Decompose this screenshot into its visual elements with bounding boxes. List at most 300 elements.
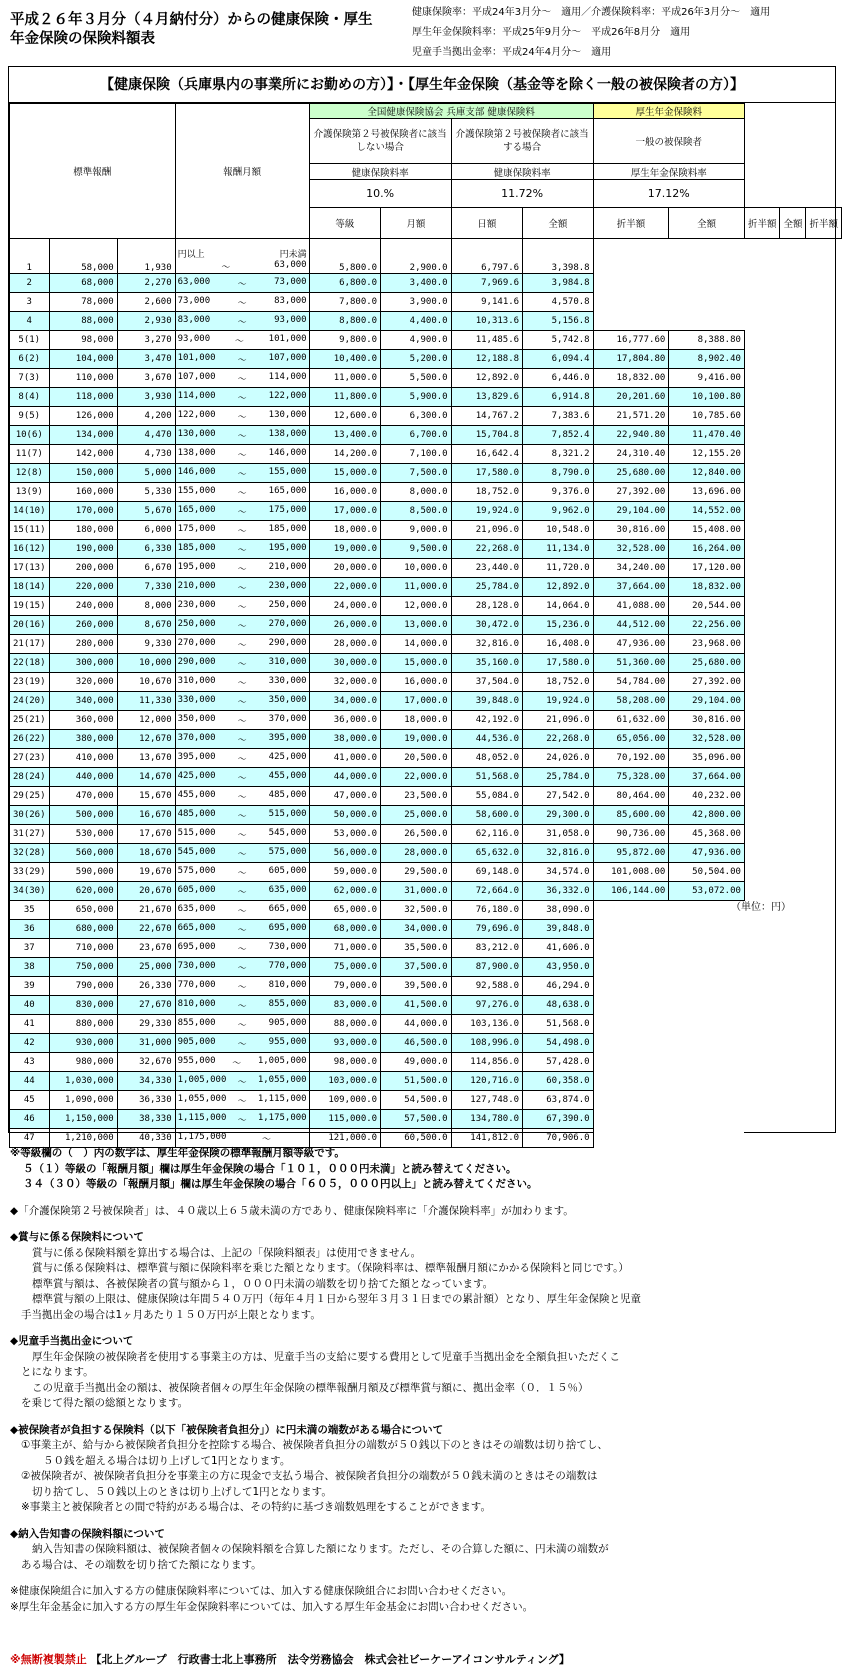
table-row	[10, 388, 842, 407]
rate-line-jido: 児童手当拠出金率：平成24年4月分～ 適用	[412, 47, 612, 58]
grade-cell: 10(6)	[10, 426, 50, 445]
monthly-cell: 590,000	[49, 863, 117, 882]
header-kosei: 厚生年金保険料	[593, 104, 744, 119]
kaigo-half-cell: 6,446.0	[523, 369, 594, 388]
range-upper: 810,000	[268, 979, 307, 990]
range-lower: 770,000	[177, 979, 216, 990]
premium-table	[9, 103, 842, 1148]
kosei-half-cell: 15,408.00	[669, 521, 745, 540]
range-lower: 905,000	[177, 1036, 216, 1047]
grade-cell: 42	[10, 1034, 50, 1053]
kosei-full-cell: 58,208.00	[593, 692, 669, 711]
kaigo-full-cell: 120,716.0	[451, 1072, 522, 1091]
table-row	[10, 502, 842, 521]
no-kaigo-full-cell: 62,000.0	[309, 882, 380, 901]
daily-cell: 6,330	[117, 540, 175, 559]
table-body	[10, 239, 842, 1148]
no-kaigo-full-cell: 36,000.0	[309, 711, 380, 730]
no-kaigo-full-cell: 20,000.0	[309, 559, 380, 578]
range-cell	[175, 331, 309, 350]
range-cell	[175, 996, 309, 1015]
kosei-full-cell	[593, 1091, 669, 1110]
note-jido-1: 厚生年金保険の被保険者を使用する事業主の方は、児童手当の支給に要する費用として児童手当拠出金を全額負担いただくこ	[32, 1350, 620, 1363]
kosei-full-cell: 90,736.00	[593, 825, 669, 844]
kaigo-full-cell: 76,180.0	[451, 901, 522, 920]
range-cell	[175, 958, 309, 977]
kosei-half-cell: 37,664.00	[669, 768, 745, 787]
grade-cell: 31(27)	[10, 825, 50, 844]
range-upper: 730,000	[268, 941, 307, 952]
daily-cell: 5,670	[117, 502, 175, 521]
kaigo-half-cell: 3,398.8	[523, 239, 594, 274]
range-cell	[175, 1072, 309, 1091]
kaigo-half-cell: 7,383.6	[523, 407, 594, 426]
kosei-half-cell: 45,368.00	[669, 825, 745, 844]
kaigo-half-cell: 8,321.2	[523, 445, 594, 464]
kaigo-full-cell: 21,096.0	[451, 521, 522, 540]
header-seppan-1: 折半額	[593, 208, 669, 239]
table-banner: 【健康保険（兵庫県内の事業所にお勤めの方）】・【厚生年金保険（基金等を除く一般の被保険者の方）】	[9, 69, 835, 103]
daily-cell: 26,330	[117, 977, 175, 996]
range-lower: 122,000	[177, 409, 216, 420]
range-cell	[175, 825, 309, 844]
daily-cell: 2,600	[117, 293, 175, 312]
kosei-half-cell: 16,264.00	[669, 540, 745, 559]
note-shoyo-title: ◆賞与に係る保険料について	[10, 1231, 144, 1243]
daily-cell: 5,000	[117, 464, 175, 483]
range-upper: 695,000	[268, 922, 307, 933]
no-kaigo-full-cell: 34,000.0	[309, 692, 380, 711]
kosei-full-cell: 41,088.00	[593, 597, 669, 616]
kosei-half-cell: 30,816.00	[669, 711, 745, 730]
kaigo-full-cell: 13,829.6	[451, 388, 522, 407]
range-cell	[175, 749, 309, 768]
kaigo-full-cell: 39,848.0	[451, 692, 522, 711]
table-row	[10, 350, 842, 369]
kaigo-half-cell: 5,742.8	[523, 331, 594, 350]
monthly-cell: 980,000	[49, 1053, 117, 1072]
no-kaigo-half-cell: 6,300.0	[381, 407, 452, 426]
no-kaigo-half-cell: 54,500.0	[381, 1091, 452, 1110]
monthly-cell: 560,000	[49, 844, 117, 863]
range-upper: 195,000	[268, 542, 307, 553]
grade-cell: 41	[10, 1015, 50, 1034]
daily-cell: 9,330	[117, 635, 175, 654]
kosei-full-cell: 21,571.20	[593, 407, 669, 426]
header-zengaku-1: 全額	[523, 208, 594, 239]
header-seppan-3: 折半額	[806, 208, 842, 239]
kosei-half-cell	[669, 1129, 745, 1148]
kosei-full-cell	[593, 274, 669, 293]
header-kaigo: 介護保険第２号被保険者に該当する場合	[451, 119, 593, 164]
note-tokyu: ※等級欄の（ ）内の数字は、厚生年金保険の標準報酬月額等級です。	[10, 1147, 345, 1159]
kosei-half-cell: 32,528.00	[669, 730, 745, 749]
page-title: 平成２６年３月分（４月納付分）からの健康保険・厚生年金保険の保険料額表	[10, 11, 373, 47]
daily-cell: 27,670	[117, 996, 175, 1015]
footer-org: 【北上グループ 行政書士北上事務所 法令労務協会 株式会社ビーケーアイコンサルティング】	[90, 1653, 570, 1666]
no-kaigo-half-cell: 60,500.0	[381, 1129, 452, 1148]
no-kaigo-half-cell: 3,400.0	[381, 274, 452, 293]
kosei-half-cell: 25,680.00	[669, 654, 745, 673]
monthly-cell: 1,150,000	[49, 1110, 117, 1129]
table-row	[10, 958, 842, 977]
grade-cell: 7(3)	[10, 369, 50, 388]
kosei-full-cell: 47,936.00	[593, 635, 669, 654]
kosei-half-cell: 8,388.80	[669, 331, 745, 350]
monthly-cell: 340,000	[49, 692, 117, 711]
range-lower: 93,000	[177, 333, 211, 344]
no-kaigo-half-cell: 4,900.0	[381, 331, 452, 350]
range-tilde: ～	[237, 1039, 247, 1050]
monthly-cell: 830,000	[49, 996, 117, 1015]
range-lower: 425,000	[177, 770, 216, 781]
kaigo-full-cell: 18,752.0	[451, 483, 522, 502]
no-kaigo-full-cell: 5,800.0	[309, 239, 380, 274]
note-kumiai: ※健康保険組合に加入する方の健康保険料率については、加入する健康保険組合にお問い合わせください。	[10, 1585, 513, 1597]
no-kaigo-half-cell: 10,000.0	[381, 559, 452, 578]
range-tilde: ～	[237, 507, 247, 518]
monthly-cell: 790,000	[49, 977, 117, 996]
no-kaigo-full-cell: 98,000.0	[309, 1053, 380, 1072]
table-row	[10, 1110, 842, 1129]
kosei-full-cell	[593, 939, 669, 958]
grade-cell: 9(5)	[10, 407, 50, 426]
monthly-cell: 190,000	[49, 540, 117, 559]
monthly-cell: 160,000	[49, 483, 117, 502]
no-kaigo-half-cell: 32,500.0	[381, 901, 452, 920]
kosei-full-cell: 106,144.00	[593, 882, 669, 901]
note-shoyo-4: 標準賞与額の上限は、健康保険は年間５４０万円（毎年４月１日から翌年３月３１日までの累計額）となり、厚生年金保険と児童	[32, 1293, 641, 1305]
no-kaigo-half-cell: 16,000.0	[381, 673, 452, 692]
monthly-cell: 880,000	[49, 1015, 117, 1034]
daily-cell: 8,670	[117, 616, 175, 635]
table-row	[10, 597, 842, 616]
kosei-full-cell	[593, 1053, 669, 1072]
range-cell	[175, 350, 309, 369]
kaigo-half-cell: 38,090.0	[523, 901, 594, 920]
range-cell	[175, 711, 309, 730]
table-row	[10, 1034, 842, 1053]
kaigo-half-cell: 12,892.0	[523, 578, 594, 597]
range-upper: 165,000	[268, 485, 307, 496]
range-upper: 770,000	[268, 960, 307, 971]
monthly-cell: 88,000	[49, 312, 117, 331]
range-cell	[175, 787, 309, 806]
kosei-half-cell: 42,800.00	[669, 806, 745, 825]
kosei-full-cell	[593, 239, 669, 274]
no-kaigo-half-cell: 19,000.0	[381, 730, 452, 749]
kosei-full-cell	[593, 293, 669, 312]
daily-cell: 21,670	[117, 901, 175, 920]
no-kaigo-half-cell: 5,200.0	[381, 350, 452, 369]
range-upper: 138,000	[268, 428, 307, 439]
grade-cell: 28(24)	[10, 768, 50, 787]
range-lower: 350,000	[177, 713, 216, 724]
no-kaigo-half-cell: 44,000.0	[381, 1015, 452, 1034]
note-kaigo: ◆「介護保険第２号被保険者」は、４０歳以上６５歳未満の方であり、健康保険料率に「介護保険料率」が加わります。	[10, 1204, 574, 1217]
grade-cell: 8(4)	[10, 388, 50, 407]
range-lower: 210,000	[177, 580, 216, 591]
range-upper: 250,000	[268, 599, 307, 610]
monthly-cell: 300,000	[49, 654, 117, 673]
no-kaigo-half-cell: 39,500.0	[381, 977, 452, 996]
range-lower: 230,000	[177, 599, 216, 610]
range-cell	[175, 1091, 309, 1110]
range-lower: 810,000	[177, 998, 216, 1009]
note-grade-5: ５（１）等級の「報酬月額」欄は厚生年金保険の場合「１０１，０００円未満」と読み替えてください。	[23, 1162, 517, 1175]
table-row	[10, 540, 842, 559]
table-row	[10, 844, 842, 863]
kaigo-half-cell: 41,606.0	[523, 939, 594, 958]
kosei-full-cell	[593, 312, 669, 331]
range-tilde: ～	[237, 887, 247, 898]
no-kaigo-full-cell: 88,000.0	[309, 1015, 380, 1034]
no-kaigo-half-cell: 8,500.0	[381, 502, 452, 521]
monthly-cell: 1,210,000	[49, 1129, 117, 1148]
range-upper: 114,000	[268, 371, 307, 382]
no-kaigo-half-cell: 28,000.0	[381, 844, 452, 863]
kosei-full-cell: 61,632.00	[593, 711, 669, 730]
daily-cell: 3,270	[117, 331, 175, 350]
no-kaigo-half-cell: 37,500.0	[381, 958, 452, 977]
monthly-cell: 68,000	[49, 274, 117, 293]
note-hasu-4: 切り捨てし、５０銭以上のときは切り上げして1円となります。	[32, 1485, 332, 1498]
kaigo-half-cell: 6,914.8	[523, 388, 594, 407]
table-row	[10, 369, 842, 388]
range-lower: 270,000	[177, 637, 216, 648]
range-cell	[175, 616, 309, 635]
kosei-half-cell: 18,832.00	[669, 578, 745, 597]
table-row	[10, 996, 842, 1015]
kaigo-full-cell: 83,212.0	[451, 939, 522, 958]
note-kikin: ※厚生年金基金に加入する方の厚生年金保険料率については、加入する厚生年金基金にお問い合わせください。	[10, 1600, 534, 1613]
kaigo-full-cell: 9,141.6	[451, 293, 522, 312]
kaigo-half-cell: 11,720.0	[523, 559, 594, 578]
kaigo-half-cell: 21,096.0	[523, 711, 594, 730]
header-kyokai: 全国健康保険協会 兵庫支部 健康保険料	[309, 104, 593, 119]
daily-cell: 12,000	[117, 711, 175, 730]
table-row	[10, 1053, 842, 1072]
range-cell	[175, 901, 309, 920]
table-row	[10, 331, 842, 350]
kaigo-full-cell: 23,440.0	[451, 559, 522, 578]
kaigo-half-cell: 14,064.0	[523, 597, 594, 616]
range-tilde: ～	[237, 298, 247, 309]
range-cell	[175, 654, 309, 673]
note-hasu-title: ◆被保険者が負担する保険料（以下「被保険者負担分」）に円未満の端数がある場合について	[10, 1423, 444, 1436]
monthly-cell: 410,000	[49, 749, 117, 768]
range-tilde: ～	[232, 1058, 242, 1069]
range-upper: 270,000	[268, 618, 307, 629]
daily-cell: 2,270	[117, 274, 175, 293]
header-hyojun: 標準報酬	[10, 104, 176, 239]
kosei-half-cell: 11,470.40	[669, 426, 745, 445]
unit-note: （単位：円）	[731, 902, 791, 913]
no-kaigo-half-cell: 22,000.0	[381, 768, 452, 787]
range-upper: 635,000	[268, 884, 307, 895]
daily-cell: 23,670	[117, 939, 175, 958]
no-kaigo-half-cell: 23,500.0	[381, 787, 452, 806]
range-lower: 130,000	[177, 428, 216, 439]
note-shoyo-1: 賞与に係る保険料額を算出する場合は、上記の「保険料額表」は使用できません。	[32, 1246, 422, 1259]
table-row	[10, 1129, 842, 1148]
monthly-cell: 470,000	[49, 787, 117, 806]
range-cell	[175, 483, 309, 502]
table-row	[10, 635, 842, 654]
header-kenpo-rate-2: 健康保険料率	[451, 164, 593, 180]
no-kaigo-full-cell: 68,000.0	[309, 920, 380, 939]
kaigo-half-cell: 3,984.8	[523, 274, 594, 293]
range-cell	[175, 239, 309, 274]
range-cell	[175, 768, 309, 787]
kosei-full-cell	[593, 920, 669, 939]
kosei-half-cell: 12,840.00	[669, 464, 745, 483]
kosei-full-cell	[593, 1129, 669, 1148]
range-cell	[175, 464, 309, 483]
daily-cell: 15,670	[117, 787, 175, 806]
range-upper: 122,000	[268, 390, 307, 401]
table-row	[10, 939, 842, 958]
range-upper: 83,000	[274, 295, 307, 306]
monthly-cell: 58,000	[49, 239, 117, 274]
range-tilde: ～	[237, 374, 247, 385]
rate-kosei: 17.12%	[593, 180, 744, 208]
range-cell	[175, 730, 309, 749]
kaigo-full-cell: 44,536.0	[451, 730, 522, 749]
daily-cell: 10,670	[117, 673, 175, 692]
grade-cell: 29(25)	[10, 787, 50, 806]
range-upper: 665,000	[268, 903, 307, 914]
kosei-full-cell: 65,056.00	[593, 730, 669, 749]
kaigo-full-cell: 108,996.0	[451, 1034, 522, 1053]
no-kaigo-full-cell: 103,000.0	[309, 1072, 380, 1091]
no-kaigo-half-cell: 34,000.0	[381, 920, 452, 939]
no-kaigo-full-cell: 75,000.0	[309, 958, 380, 977]
range-lower: 107,000	[177, 371, 216, 382]
range-tilde: ～	[237, 1020, 247, 1031]
kaigo-full-cell: 16,642.4	[451, 445, 522, 464]
table-row	[10, 616, 842, 635]
no-kaigo-half-cell: 14,000.0	[381, 635, 452, 654]
grade-cell: 19(15)	[10, 597, 50, 616]
no-kaigo-half-cell: 3,900.0	[381, 293, 452, 312]
range-cell	[175, 540, 309, 559]
daily-cell: 4,470	[117, 426, 175, 445]
range-upper: 1,005,000	[257, 1055, 307, 1066]
grade-cell: 2	[10, 274, 50, 293]
grade-cell: 27(23)	[10, 749, 50, 768]
kaigo-half-cell: 36,332.0	[523, 882, 594, 901]
daily-cell: 32,670	[117, 1053, 175, 1072]
range-tilde: ～	[237, 1001, 247, 1012]
kaigo-half-cell: 9,962.0	[523, 502, 594, 521]
monthly-cell: 220,000	[49, 578, 117, 597]
no-kaigo-full-cell: 56,000.0	[309, 844, 380, 863]
header-kosei-rate: 厚生年金保険料率	[593, 164, 744, 180]
note-hasu-5: ※事業主と被保険者との間で特約がある場合は、その特約に基づき端数処理をすることができます。	[21, 1501, 491, 1513]
kaigo-full-cell: 134,780.0	[451, 1110, 522, 1129]
no-kaigo-full-cell: 12,600.0	[309, 407, 380, 426]
monthly-cell: 1,090,000	[49, 1091, 117, 1110]
no-kaigo-full-cell: 15,000.0	[309, 464, 380, 483]
range-cell	[175, 939, 309, 958]
kaigo-full-cell: 65,632.0	[451, 844, 522, 863]
label-ijo: 円以上	[177, 250, 205, 260]
monthly-cell: 500,000	[49, 806, 117, 825]
table-row	[10, 920, 842, 939]
monthly-cell: 320,000	[49, 673, 117, 692]
daily-cell: 3,930	[117, 388, 175, 407]
daily-cell: 40,330	[117, 1129, 175, 1148]
range-tilde: ～	[237, 450, 247, 461]
kaigo-full-cell: 17,580.0	[451, 464, 522, 483]
daily-cell: 11,330	[117, 692, 175, 711]
range-tilde: ～	[237, 545, 247, 556]
daily-cell: 38,330	[117, 1110, 175, 1129]
kosei-full-cell: 44,512.00	[593, 616, 669, 635]
kosei-half-cell	[669, 239, 745, 274]
monthly-cell: 280,000	[49, 635, 117, 654]
kaigo-full-cell: 32,816.0	[451, 635, 522, 654]
range-upper: 905,000	[268, 1017, 307, 1028]
no-kaigo-full-cell: 71,000.0	[309, 939, 380, 958]
grade-cell: 4	[10, 312, 50, 331]
kosei-half-cell: 12,155.20	[669, 445, 745, 464]
no-kaigo-full-cell: 18,000.0	[309, 521, 380, 540]
monthly-cell: 380,000	[49, 730, 117, 749]
note-jido-title: ◆児童手当拠出金について	[10, 1335, 134, 1347]
kaigo-half-cell: 70,906.0	[523, 1129, 594, 1148]
no-kaigo-half-cell: 12,000.0	[381, 597, 452, 616]
range-tilde: ～	[237, 640, 247, 651]
kosei-half-cell: 10,785.60	[669, 407, 745, 426]
kosei-half-cell: 9,416.00	[669, 369, 745, 388]
range-lower: 250,000	[177, 618, 216, 629]
no-kaigo-full-cell: 38,000.0	[309, 730, 380, 749]
kaigo-half-cell: 51,568.0	[523, 1015, 594, 1034]
table-row	[10, 559, 842, 578]
label-miman: 円未満	[279, 250, 307, 260]
kosei-half-cell	[669, 977, 745, 996]
range-tilde: ～	[237, 735, 247, 746]
range-upper: 330,000	[268, 675, 307, 686]
range-tilde: ～	[237, 279, 247, 290]
table-row	[10, 312, 842, 331]
range-lower: 290,000	[177, 656, 216, 667]
table-row	[10, 654, 842, 673]
range-upper: 175,000	[268, 504, 307, 515]
header-zengaku-3: 全額	[780, 208, 806, 239]
kosei-half-cell: 50,504.00	[669, 863, 745, 882]
header-nichigaku: 日額	[451, 208, 522, 239]
range-lower: 1,175,000	[177, 1131, 227, 1142]
grade-cell: 3	[10, 293, 50, 312]
no-kaigo-half-cell: 17,000.0	[381, 692, 452, 711]
range-tilde: ～	[237, 564, 247, 575]
kaigo-half-cell: 15,236.0	[523, 616, 594, 635]
range-cell	[175, 445, 309, 464]
grade-cell: 16(12)	[10, 540, 50, 559]
daily-cell: 5,330	[117, 483, 175, 502]
note-nofu-title: ◆納入告知書の保険料額について	[10, 1527, 165, 1540]
no-kaigo-half-cell: 15,000.0	[381, 654, 452, 673]
kaigo-full-cell: 6,797.6	[451, 239, 522, 274]
kaigo-full-cell: 72,664.0	[451, 882, 522, 901]
note-grade-34: ３４（３０）等級の「報酬月額」欄は厚生年金保険の場合「６０５，０００円以上」と読み替えてください。	[23, 1178, 538, 1190]
kaigo-full-cell: 14,767.2	[451, 407, 522, 426]
no-kaigo-half-cell: 5,500.0	[381, 369, 452, 388]
kaigo-half-cell: 10,548.0	[523, 521, 594, 540]
